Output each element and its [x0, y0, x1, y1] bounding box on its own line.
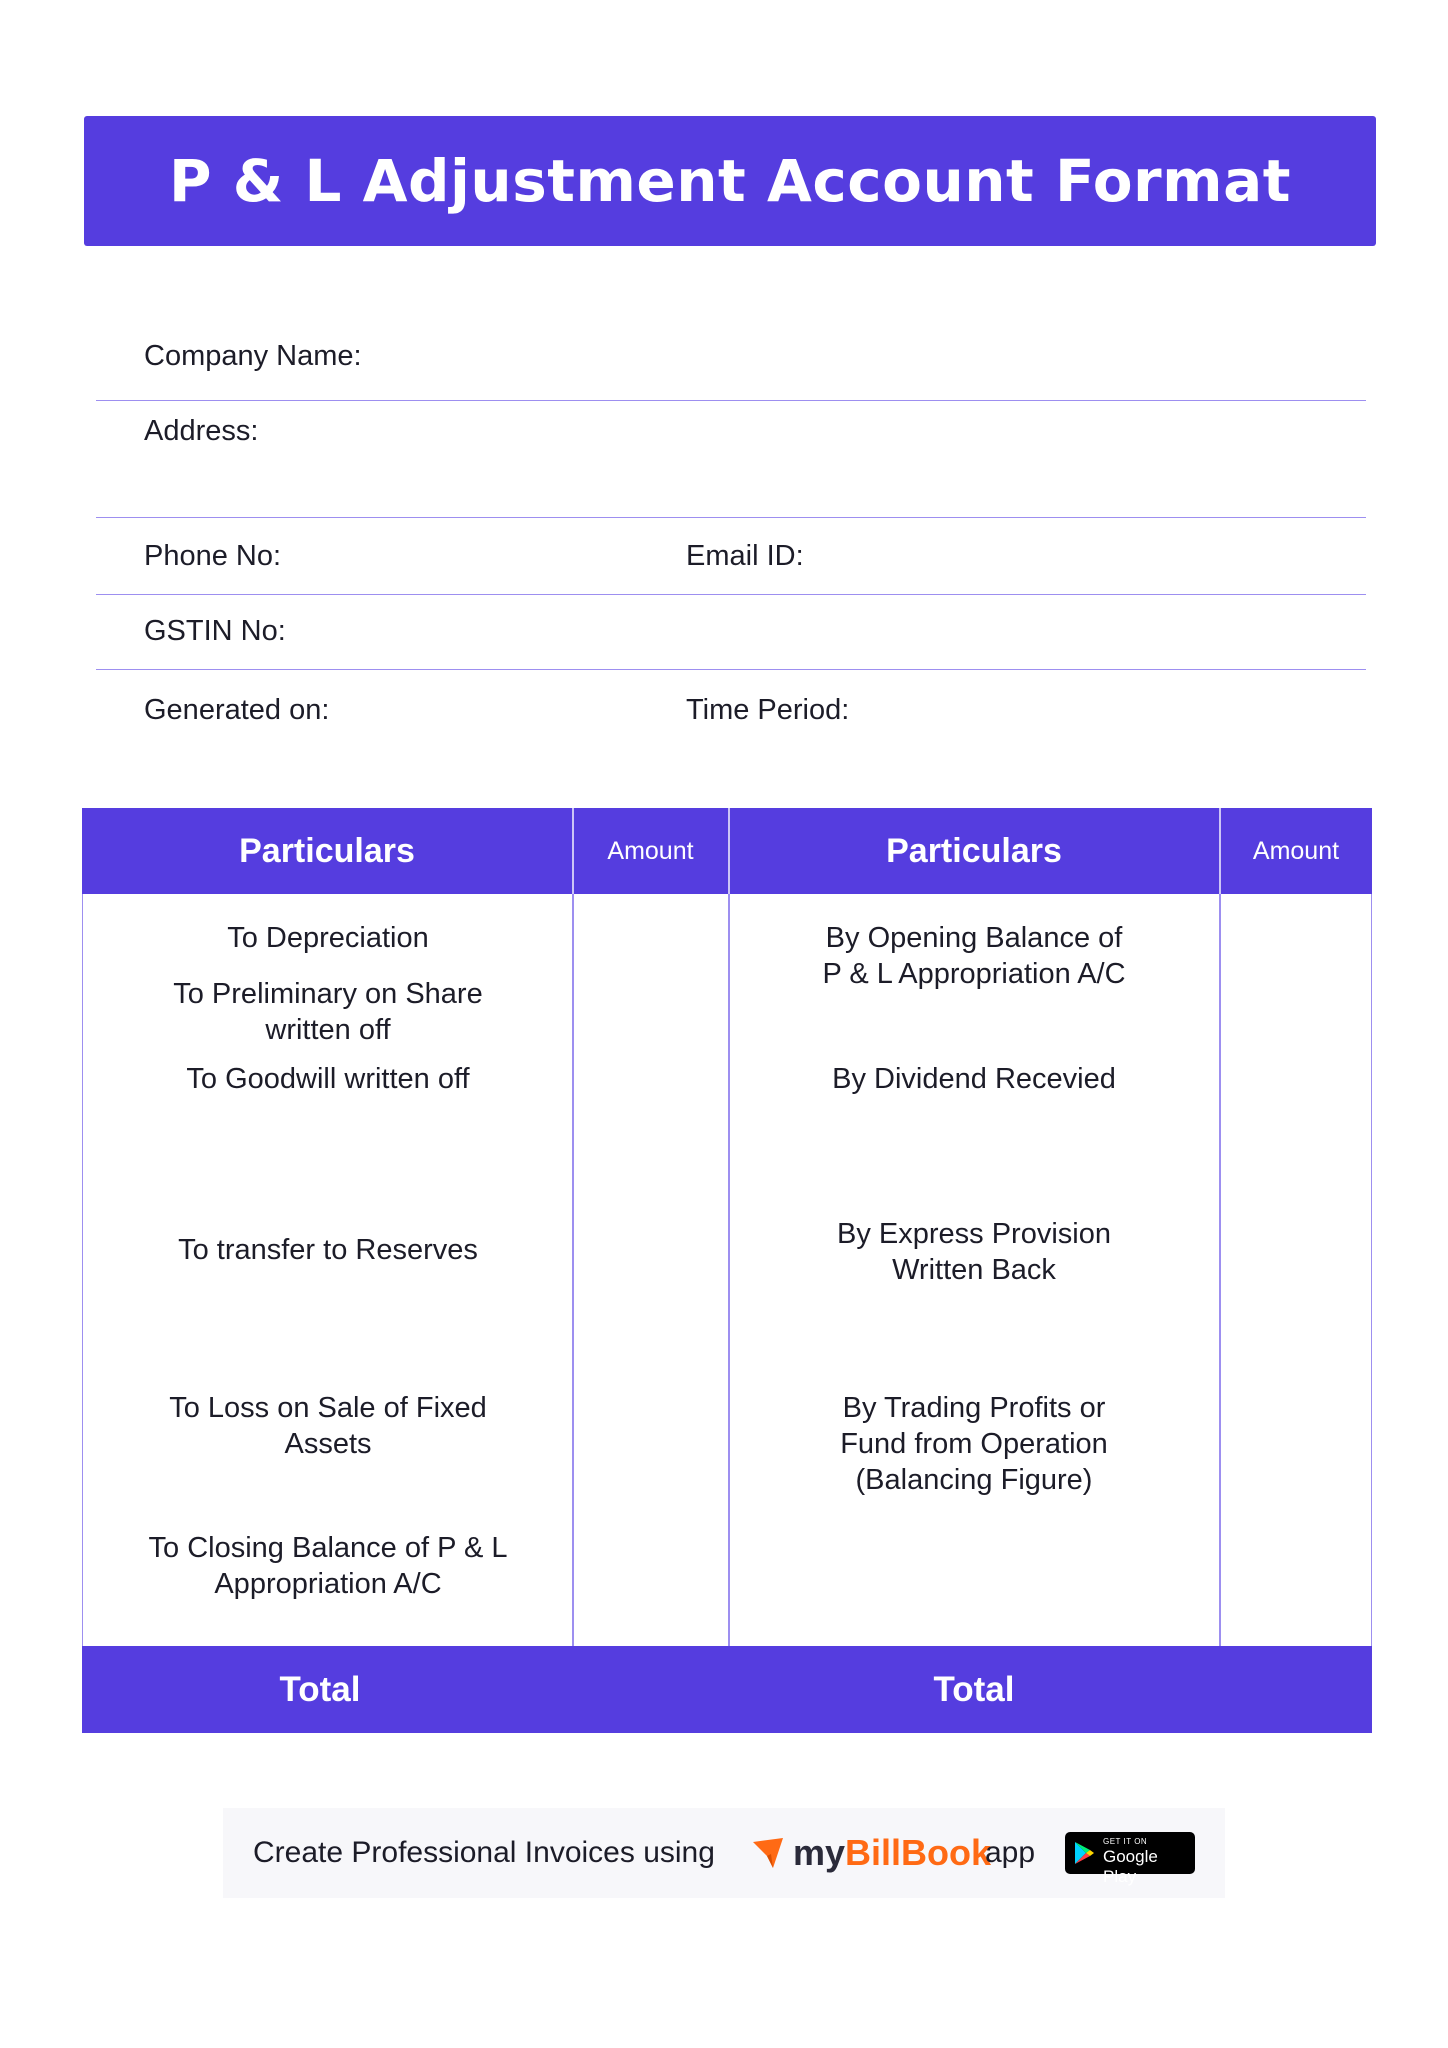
column-divider	[572, 894, 574, 1646]
promo-banner[interactable]	[223, 1808, 1225, 1898]
google-play-icon	[1073, 1841, 1095, 1865]
table-header	[82, 808, 1372, 894]
store-name: Google Play	[1103, 1847, 1158, 1886]
page-title: P & L Adjustment Account Format	[169, 147, 1291, 215]
debit-item: To Preliminary on Share written off	[173, 978, 483, 1046]
google-play-badge[interactable]	[1065, 1832, 1195, 1886]
credit-item: By Express Provision Written Back	[837, 1218, 1111, 1286]
credit-item: By Opening Balance of P & L Appropriation A/C	[822, 922, 1126, 990]
debit-item: To Closing Balance of P & L Appropriation A/C	[148, 1532, 508, 1600]
mybillbook-logo-icon	[751, 1836, 785, 1870]
header-divider	[1219, 808, 1221, 894]
header-divider	[728, 808, 730, 894]
debit-item: To Goodwill written off	[186, 1063, 470, 1095]
right-total: Total	[933, 1669, 1015, 1709]
ledger-table	[82, 808, 1372, 1733]
table-body	[82, 894, 1372, 1646]
left-amount-header: Amount	[607, 836, 694, 865]
debit-item: To Depreciation	[227, 922, 429, 954]
company-name-row	[96, 330, 1366, 401]
promo-text: Create Professional Invoices using	[253, 1836, 715, 1869]
right-particulars-header: Particulars	[886, 831, 1062, 870]
right-amount-header: Amount	[1252, 836, 1340, 865]
store-small-text: GET IT ON	[1103, 1837, 1148, 1846]
debit-item: To Loss on Sale of Fixed Assets	[169, 1392, 487, 1460]
period-row	[96, 670, 1366, 744]
time-period-label: Time Period:	[686, 694, 850, 726]
phone-label: Phone No:	[144, 540, 282, 572]
company-name-label: Company Name:	[144, 340, 362, 372]
gstin-label: GSTIN No:	[144, 615, 286, 647]
left-total: Total	[279, 1669, 361, 1709]
debit-item: To transfer to Reserves	[178, 1234, 478, 1266]
table-footer	[82, 1646, 1372, 1733]
email-label: Email ID:	[686, 540, 804, 572]
column-divider	[728, 894, 730, 1646]
generated-on-label: Generated on:	[144, 694, 330, 726]
address-label: Address:	[144, 415, 259, 447]
address-row	[96, 401, 1366, 518]
mybillbook-logo[interactable]	[751, 1830, 991, 1876]
credit-item: By Dividend Recevied	[832, 1063, 1116, 1095]
brand-billbook: BillBook	[845, 1832, 992, 1873]
gstin-row	[96, 595, 1366, 670]
column-divider	[1219, 894, 1221, 1646]
title-banner	[84, 116, 1376, 246]
left-particulars-header: Particulars	[239, 831, 415, 870]
credit-item: By Trading Profits or Fund from Operation (Balancing Figure)	[840, 1392, 1108, 1496]
brand-my: my	[793, 1832, 846, 1873]
promo-suffix: app	[985, 1836, 1036, 1869]
header-divider	[572, 808, 574, 894]
contact-row	[96, 518, 1366, 595]
